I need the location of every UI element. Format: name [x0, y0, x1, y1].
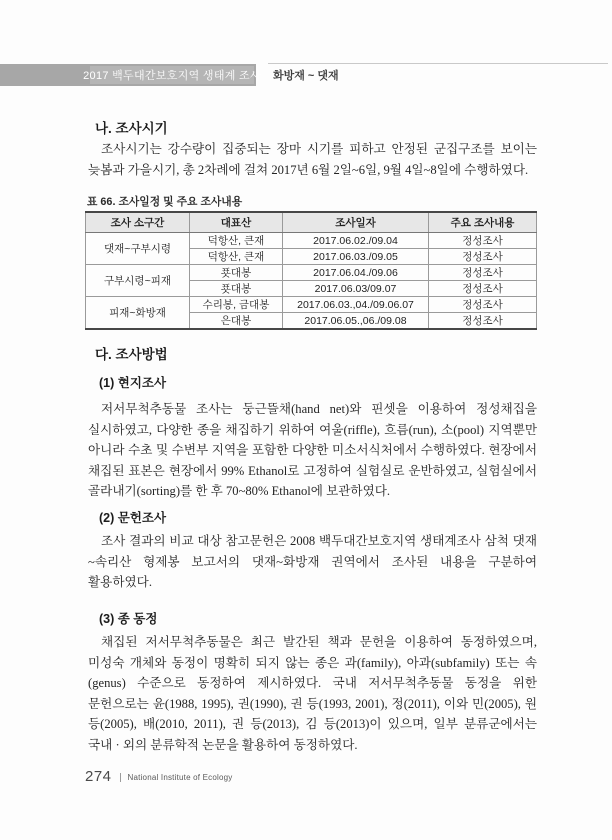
cell-peak: 푯대봉 [190, 265, 283, 281]
paragraph-species-identification: 채집된 저서무척추동물은 최근 발간된 책과 문헌을 이용하여 동정하였으며, 미성숙 개체와 동정이 명확히 되지 않는 종은 과(family), 아과(subfamily) 또는 속(genus) 수준으로 동정하여 제시하였다. 국내 저서무척추동물 동정을 위한 문헌으로는 윤(1988, 1995), 권(1990), 권 등(1993, 2001), 정(2011), 이와 민(2005), 원 등(2005), 배(2010, 2011), 권 등(2013), 김 등(2013)이 있으며, 일부 분류군에서는 국내 · 외의 분류학적 논문을 활용하여 동정하였다. [88, 635, 537, 752]
column-header-date: 조사일자 [283, 212, 429, 233]
paragraph-literature-survey: 조사 결과의 비교 대상 참고문헌은 2008 백두대간보호지역 생태계조사 삼척 댓재~속리산 형제봉 보고서의 댓재~화방재 권역에서 조사된 내용을 구분하여 활용하였다. [88, 534, 537, 589]
subsection-heading-field-survey: (1) 현지조사 [99, 376, 167, 390]
survey-schedule-table [85, 211, 537, 330]
paragraph-field-survey: 저서무척추동물 조사는 둥근뜰채(hand net)와 핀셋을 이용하여 정성채집을 실시하였고, 다양한 종을 채집하기 위하여 여울(riffle), 흐름(run), 소(pool) 지역뿐만 아니라 수초 및 수변부 지역을 포함한 다양한 미소서식처에서 수행하였다. 현장에서 채집된 표본은 현장에서 99% Ethanol로 고정하여 실험실로 운반하였고, 실험실에서 골라내기(sorting)를 한 후 70~80% Ethanol에 보관하였다. [88, 402, 537, 498]
cell-date: 2017.06.03./09.05 [283, 249, 429, 265]
column-header-subsection: 조사 소구간 [86, 212, 190, 233]
page-footer [85, 767, 233, 785]
table-row [86, 297, 537, 313]
cell-date: 2017.06.03.,04./09.06.07 [283, 297, 429, 313]
cell-date: 2017.06.05.,06./09.08 [283, 313, 429, 330]
cell-date: 2017.06.02./09.04 [283, 233, 429, 249]
paragraph-survey-period: 조사시기는 강수량이 집중되는 장마 시기를 피하고 안정된 군집구조를 보이는 늦봄과 가을시기, 총 2차례에 걸쳐 2017년 6월 2일~6일, 9월 4일~8일에 수행하였다. [88, 142, 537, 177]
cell-subsection: 구부시령~피재 [86, 265, 190, 297]
cell-content: 정성조사 [429, 297, 537, 313]
cell-date: 2017.06.03/09.07 [283, 281, 429, 297]
cell-peak: 덕항산, 큰재 [190, 233, 283, 249]
footer-institute: National Institute of Ecology [127, 773, 233, 782]
table-row [86, 233, 537, 249]
section-heading-survey-period: 나. 조사시기 [95, 121, 168, 136]
cell-peak: 덕항산, 큰재 [190, 249, 283, 265]
cell-peak: 은대봉 [190, 313, 283, 330]
cell-peak: 수리봉, 금대봉 [190, 297, 283, 313]
cell-date: 2017.06.04./09.06 [283, 265, 429, 281]
table-caption: 표 66. 조사일정 및 주요 조사내용 [87, 196, 243, 208]
cell-content: 정성조사 [429, 249, 537, 265]
header-banner-bar [0, 64, 261, 86]
column-header-content: 주요 조사내용 [429, 212, 537, 233]
table-header-row [86, 212, 537, 233]
cell-peak: 푯대봉 [190, 281, 283, 297]
subsection-heading-literature-survey: (2) 문헌조사 [99, 511, 167, 525]
footer-divider [120, 773, 121, 782]
table-row [86, 265, 537, 281]
page-number: 274 [85, 767, 112, 785]
cell-content: 정성조사 [429, 265, 537, 281]
subsection-heading-species-identification: (3) 종 동정 [99, 612, 158, 626]
cell-content: 정성조사 [429, 281, 537, 297]
cell-subsection: 댓재~구부시령 [86, 233, 190, 265]
header-section-range: 화방재 ~ 댓재 [273, 70, 339, 82]
cell-content: 정성조사 [429, 313, 537, 330]
cell-subsection: 피재~화방재 [86, 297, 190, 330]
section-heading-survey-method: 다. 조사방법 [95, 347, 168, 362]
column-header-peak: 대표산 [190, 212, 283, 233]
cell-content: 정성조사 [429, 233, 537, 249]
header-banner-title: 2017 백두대간보호지역 생태계 조사 [90, 66, 254, 84]
